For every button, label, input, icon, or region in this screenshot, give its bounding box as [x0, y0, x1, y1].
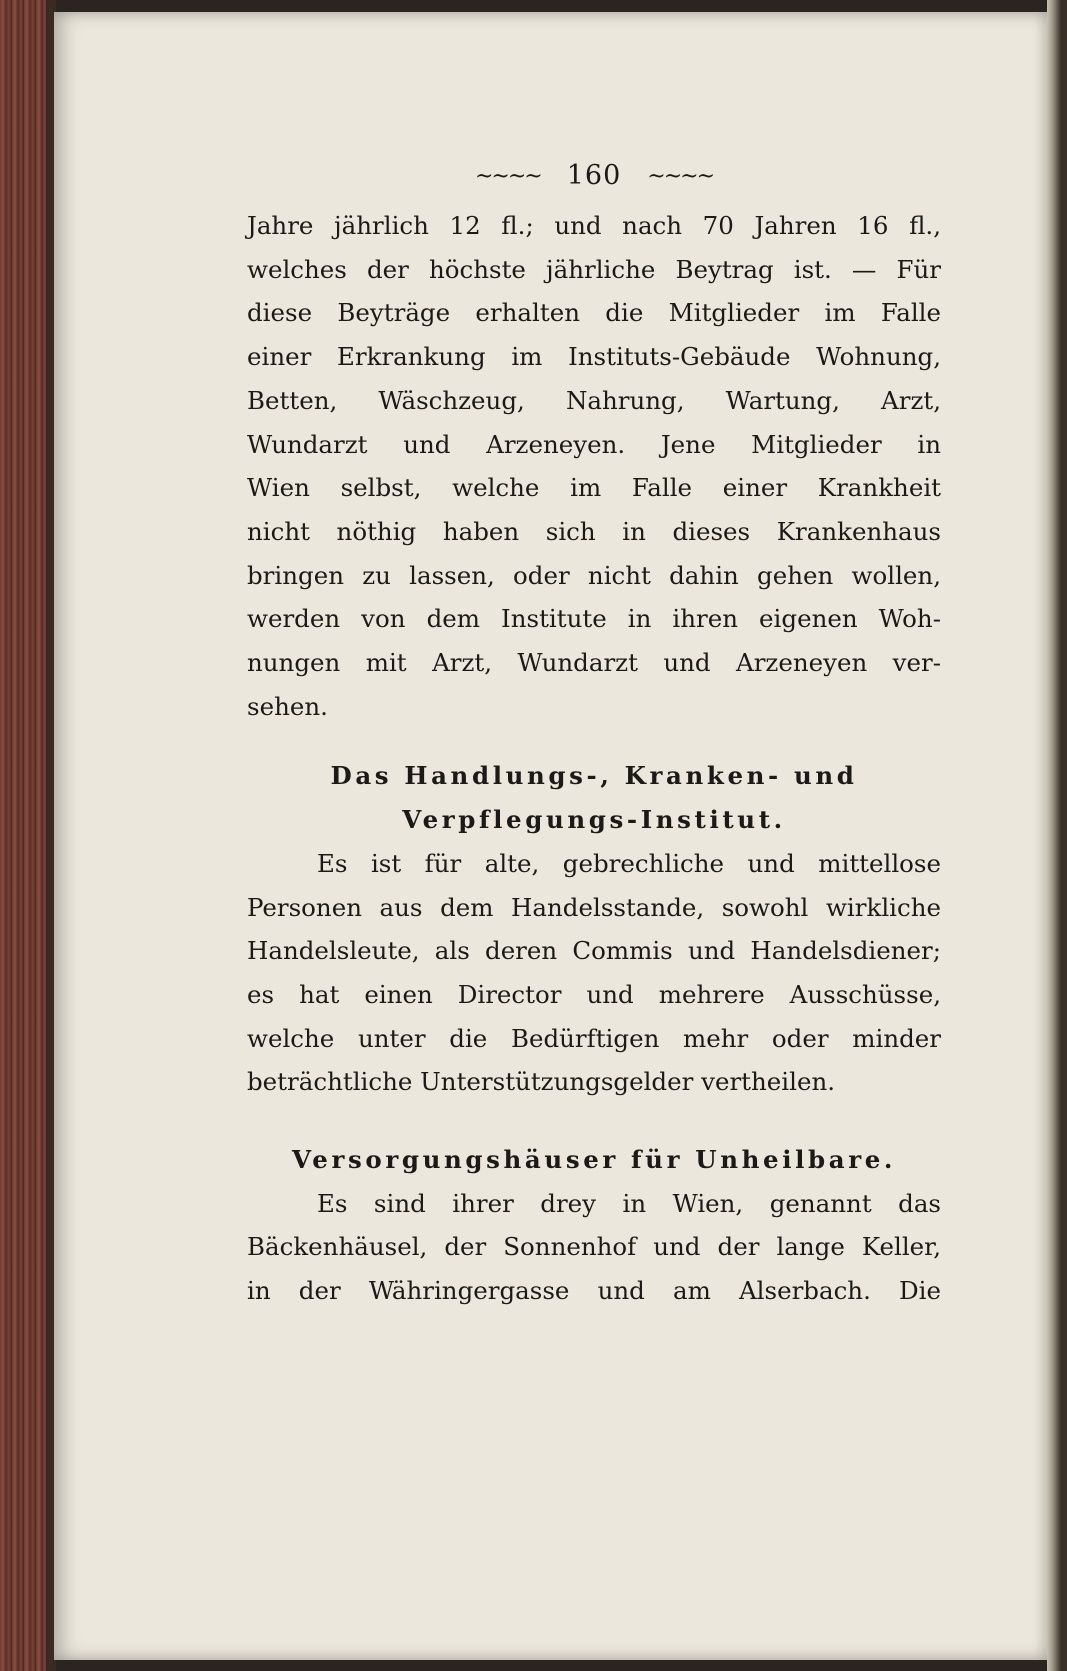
- text-line: bringen zu lassen, oder nicht dahin gehen wollen,: [247, 560, 941, 590]
- running-head: [247, 152, 941, 204]
- text-line: Es ist für alte, gebrechliche und mittellose: [317, 848, 941, 878]
- book-cover-edge: [0, 0, 52, 1671]
- text-line: Betten, Wäschzeug, Nahrung, Wartung, Arzt,: [247, 385, 941, 415]
- page-fore-edge: [1047, 0, 1067, 1671]
- text-line: Wundarzt und Arzeneyen. Jene Mitglieder in: [247, 429, 941, 459]
- right-ornament: ~~~~: [647, 163, 713, 189]
- text-line: Handelsleute, als deren Commis und Handelsdiener;: [247, 936, 941, 966]
- heading-line: Das Handlungs-, Kranken- und: [330, 761, 858, 791]
- text-line: es hat einen Director und mehrere Ausschüsse,: [247, 979, 941, 1009]
- heading-line: Verpflegungs-Institut.: [402, 805, 786, 835]
- text-line: beträchtliche Unterstützungsgelder vertheilen.: [247, 1067, 836, 1097]
- page-text: [247, 152, 941, 1313]
- paragraph-2: [247, 842, 941, 1104]
- section-heading-2: Versorgungshäuser für Unheilbare.: [291, 1145, 897, 1175]
- text-line: nungen mit Arzt, Wundarzt und Arzeneyen ver-: [247, 648, 941, 678]
- text-line: einer Erkrankung im Instituts-Gebäude Wohnung,: [247, 342, 941, 372]
- paragraph-3: [247, 1182, 941, 1313]
- text-line: Bäckenhäusel, der Sonnenhof und der lange Keller,: [247, 1232, 941, 1262]
- section-heading-1: [247, 754, 941, 841]
- page-number: 160: [566, 160, 622, 191]
- text-line: diese Beyträge erhalten die Mitglieder im Falle: [247, 298, 941, 328]
- text-line: Wien selbst, welche im Falle einer Krankheit: [247, 473, 941, 503]
- text-line: werden von dem Institute in ihren eigenen Woh-: [247, 604, 941, 634]
- left-ornament: ~~~~: [474, 163, 541, 189]
- text-line: welches der höchste jährliche Beytrag ist. — Für: [247, 254, 941, 284]
- text-line: Jahre jährlich 12 fl.; und nach 70 Jahren 16 fl.,: [247, 211, 941, 240]
- text-line: nicht nöthig haben sich in dieses Krankenhaus: [247, 516, 941, 546]
- text-line: Es sind ihrer drey in Wien, genannt das: [317, 1188, 941, 1218]
- text-line: sehen.: [247, 691, 328, 721]
- text-line: welche unter die Bedürftigen mehr oder minder: [247, 1023, 941, 1053]
- text-line: in der Währingergasse und am Alserbach. Die: [247, 1276, 941, 1306]
- text-line: Personen aus dem Handelsstande, sowohl wirkliche: [247, 892, 941, 922]
- paragraph-1: [247, 204, 941, 728]
